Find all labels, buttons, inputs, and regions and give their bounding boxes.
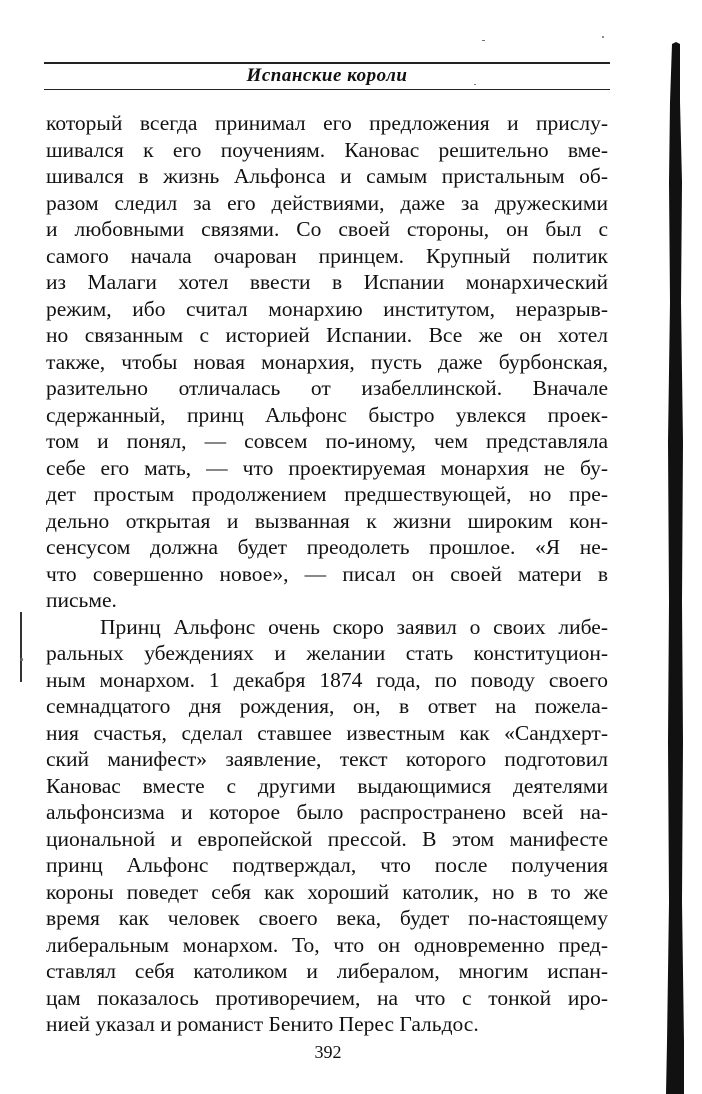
running-title: Испанские короли (246, 65, 408, 86)
binding-shadow-shape (666, 42, 684, 1094)
paragraph-2 (46, 614, 608, 1038)
text-line: сдержанный, принц Альфонс быстро увлекся проек- (46, 402, 608, 427)
text-line: либеральным монархом. То, что он одновременно пред- (46, 932, 608, 957)
text-line: ральных убеждениях и желании стать конституцион- (46, 641, 608, 665)
body-text (46, 110, 608, 1038)
scan-speck (20, 658, 23, 661)
text-line: том и понял, — совсем по-иному, чем представляла (46, 429, 608, 453)
text-line: разом следил за его действиями, даже за дружескими (46, 190, 608, 215)
text-line: дет простым продолжением предшествующей, но пре- (46, 482, 608, 506)
text-line: альфонсизма и которое было распространено всей на- (46, 800, 608, 824)
text-line: письме. (46, 588, 117, 612)
text-line: короны поведет себя как хороший католик, но в то же (46, 879, 608, 904)
text-line: ский манифест» заявление, текст которого подготовил (46, 747, 608, 771)
header-rule-top (44, 62, 610, 64)
binding-shadow (662, 42, 686, 1094)
text-line: дельно открытая и вызванная к жизни широким кон- (46, 508, 608, 533)
text-line: самого начала очарован принцем. Крупный политик (46, 243, 608, 268)
text-line: нией указал и романист Бенито Перес Гальдос. (46, 1012, 479, 1036)
text-line: время как человек своего века, будет по-настоящему (46, 906, 608, 930)
text-line: циональной и европейской прессой. В этом манифесте (46, 826, 608, 851)
margin-pencil-mark (20, 612, 22, 682)
text-line: из Малаги хотел ввести в Испании монархический (46, 270, 608, 294)
text-line: Принц Альфонс очень скоро заявил о своих либе- (100, 614, 608, 639)
page-number: 392 (314, 1042, 342, 1062)
text-line: режим, ибо считал монархию институтом, неразрыв- (46, 296, 608, 321)
text-line: но связанным с историей Испании. Все же он хотел (46, 323, 608, 347)
text-line: цам показалось противоречием, на что с тонкой иро- (46, 985, 608, 1010)
text-line: семнадцатого дня рождения, он, в ответ на пожела- (46, 694, 608, 718)
text-line: разительно отличалась от изабеллинской. Вначале (46, 376, 608, 400)
text-line: и любовными связями. Со своей стороны, он был с (46, 217, 608, 241)
paragraph-1 (46, 110, 608, 614)
text-line: шивался к его поучениям. Кановас решительно вме- (46, 137, 608, 162)
scan-speck (482, 40, 485, 41)
text-line: шивался в жизнь Альфонса и самым пристальным об- (46, 164, 608, 188)
text-line: Кановас вместе с другими выдающимися деятелями (46, 773, 608, 798)
scan-speck (474, 84, 476, 85)
text-line: который всегда принимал его предложения и прислу- (46, 111, 608, 135)
scan-speck (602, 36, 604, 38)
text-line: также, чтобы новая монархия, пусть даже бурбонская, (46, 349, 608, 374)
text-line: ния счастья, сделал ставшее известным как «Сандхерт- (46, 720, 608, 745)
text-line: сенсусом должна будет преодолеть прошлое. «Я не- (46, 535, 608, 559)
text-line: ным монархом. 1 декабря 1874 года, по поводу своего (46, 667, 608, 692)
header-rule-bottom (44, 89, 610, 90)
text-line: что совершенно новое», — писал он своей матери в (46, 561, 608, 586)
text-line: себе его мать, — что проектируемая монархия не бу- (46, 455, 608, 480)
text-line: принц Альфонс подтверждал, что после получения (46, 853, 608, 877)
text-line: ставлял себя католиком и либералом, многим испан- (46, 959, 608, 983)
